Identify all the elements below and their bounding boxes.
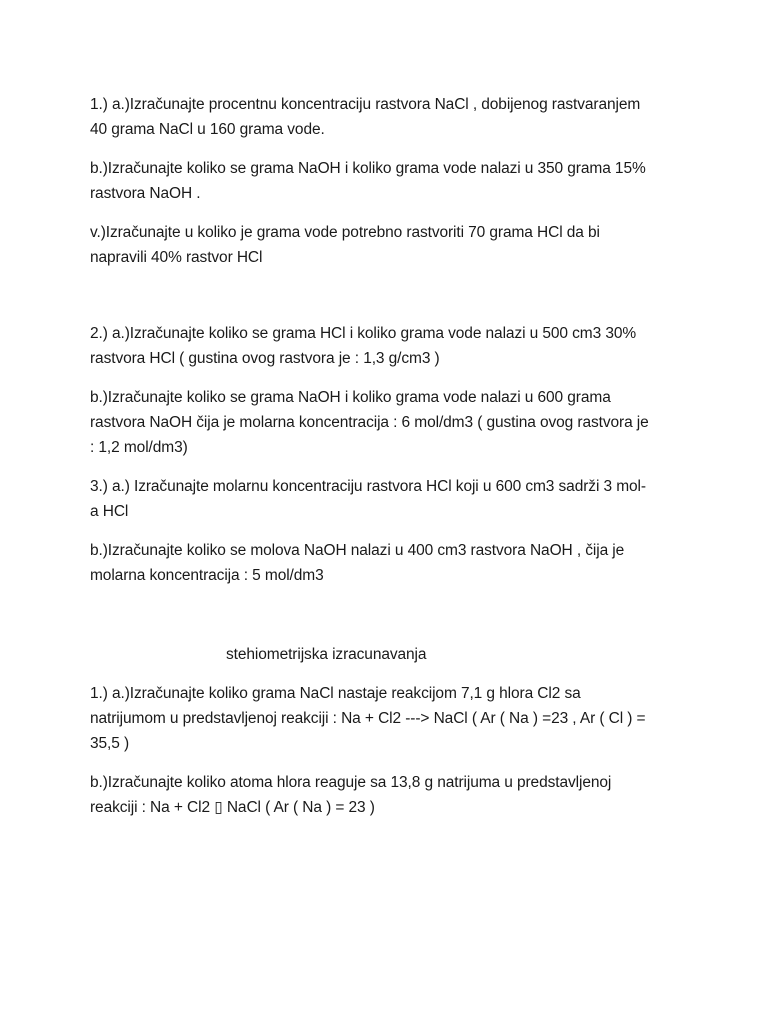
task-1a-line-1: 1.) a.)Izračunajte procentnu koncentraciju rastvora NaCl , dobijenog rastvaranjem xyxy=(90,96,641,113)
task-2b xyxy=(90,385,690,460)
task-1b xyxy=(90,156,690,206)
spacer xyxy=(90,602,690,642)
task-3b-line-2: molarna koncentracija : 5 mol/dm3 xyxy=(90,567,324,584)
task-1a-line-2: 40 grama NaCl u 160 grama vode. xyxy=(90,121,325,138)
stoich-task-1a xyxy=(90,681,690,756)
stoich-task-1b xyxy=(90,770,690,820)
task-3a-line-2: a HCl xyxy=(90,503,129,520)
task-3a xyxy=(90,474,690,524)
section-heading-text: stehiometrijska izracunavanja xyxy=(226,646,427,663)
document-page xyxy=(90,92,690,834)
task-2a-line-1: 2.) a.)Izračunajte koliko se grama HCl i koliko grama vode nalazi u 500 cm3 30% xyxy=(90,325,637,342)
task-2b-line-1: b.)Izračunajte koliko se grama NaOH i koliko grama vode nalazi u 600 grama xyxy=(90,389,611,406)
task-1v xyxy=(90,220,690,270)
task-2b-line-3: : 1,2 mol/dm3) xyxy=(90,439,188,456)
task-1a xyxy=(90,92,690,142)
task-2a xyxy=(90,321,690,371)
task-2a-line-2: rastvora HCl ( gustina ovog rastvora je : 1,3 g/cm3 ) xyxy=(90,350,440,367)
stoich-task-1b-line-2: reakciji : Na + Cl2 ▯ NaCl ( Ar ( Na ) = 23 ) xyxy=(90,799,375,816)
task-1b-line-1: b.)Izračunajte koliko se grama NaOH i koliko grama vode nalazi u 350 grama 15% xyxy=(90,160,646,177)
stoich-task-1a-line-2: natrijumom u predstavljenoj reakciji : Na + Cl2 ---> NaCl ( Ar ( Na ) =23 , Ar ( Cl ) = xyxy=(90,710,646,727)
stoich-task-1a-line-1: 1.) a.)Izračunajte koliko grama NaCl nastaje reakcijom 7,1 g hlora Cl2 sa xyxy=(90,685,581,702)
stoich-task-1a-line-3: 35,5 ) xyxy=(90,735,130,752)
section-heading xyxy=(90,642,690,667)
spacer xyxy=(90,284,690,321)
task-3b xyxy=(90,538,690,588)
task-1b-line-2: rastvora NaOH . xyxy=(90,185,201,202)
task-3b-line-1: b.)Izračunajte koliko se molova NaOH nalazi u 400 cm3 rastvora NaOH , čija je xyxy=(90,542,625,559)
task-2b-line-2: rastvora NaOH čija je molarna koncentracija : 6 mol/dm3 ( gustina ovog rastvora je xyxy=(90,414,649,431)
task-1v-line-2: napravili 40% rastvor HCl xyxy=(90,249,263,266)
task-1v-line-1: v.)Izračunajte u koliko je grama vode potrebno rastvoriti 70 grama HCl da bi xyxy=(90,224,600,241)
task-3a-line-1: 3.) a.) Izračunajte molarnu koncentraciju rastvora HCl koji u 600 cm3 sadrži 3 mol- xyxy=(90,478,646,495)
stoich-task-1b-line-1: b.)Izračunajte koliko atoma hlora reaguje sa 13,8 g natrijuma u predstavljenoj xyxy=(90,774,612,791)
